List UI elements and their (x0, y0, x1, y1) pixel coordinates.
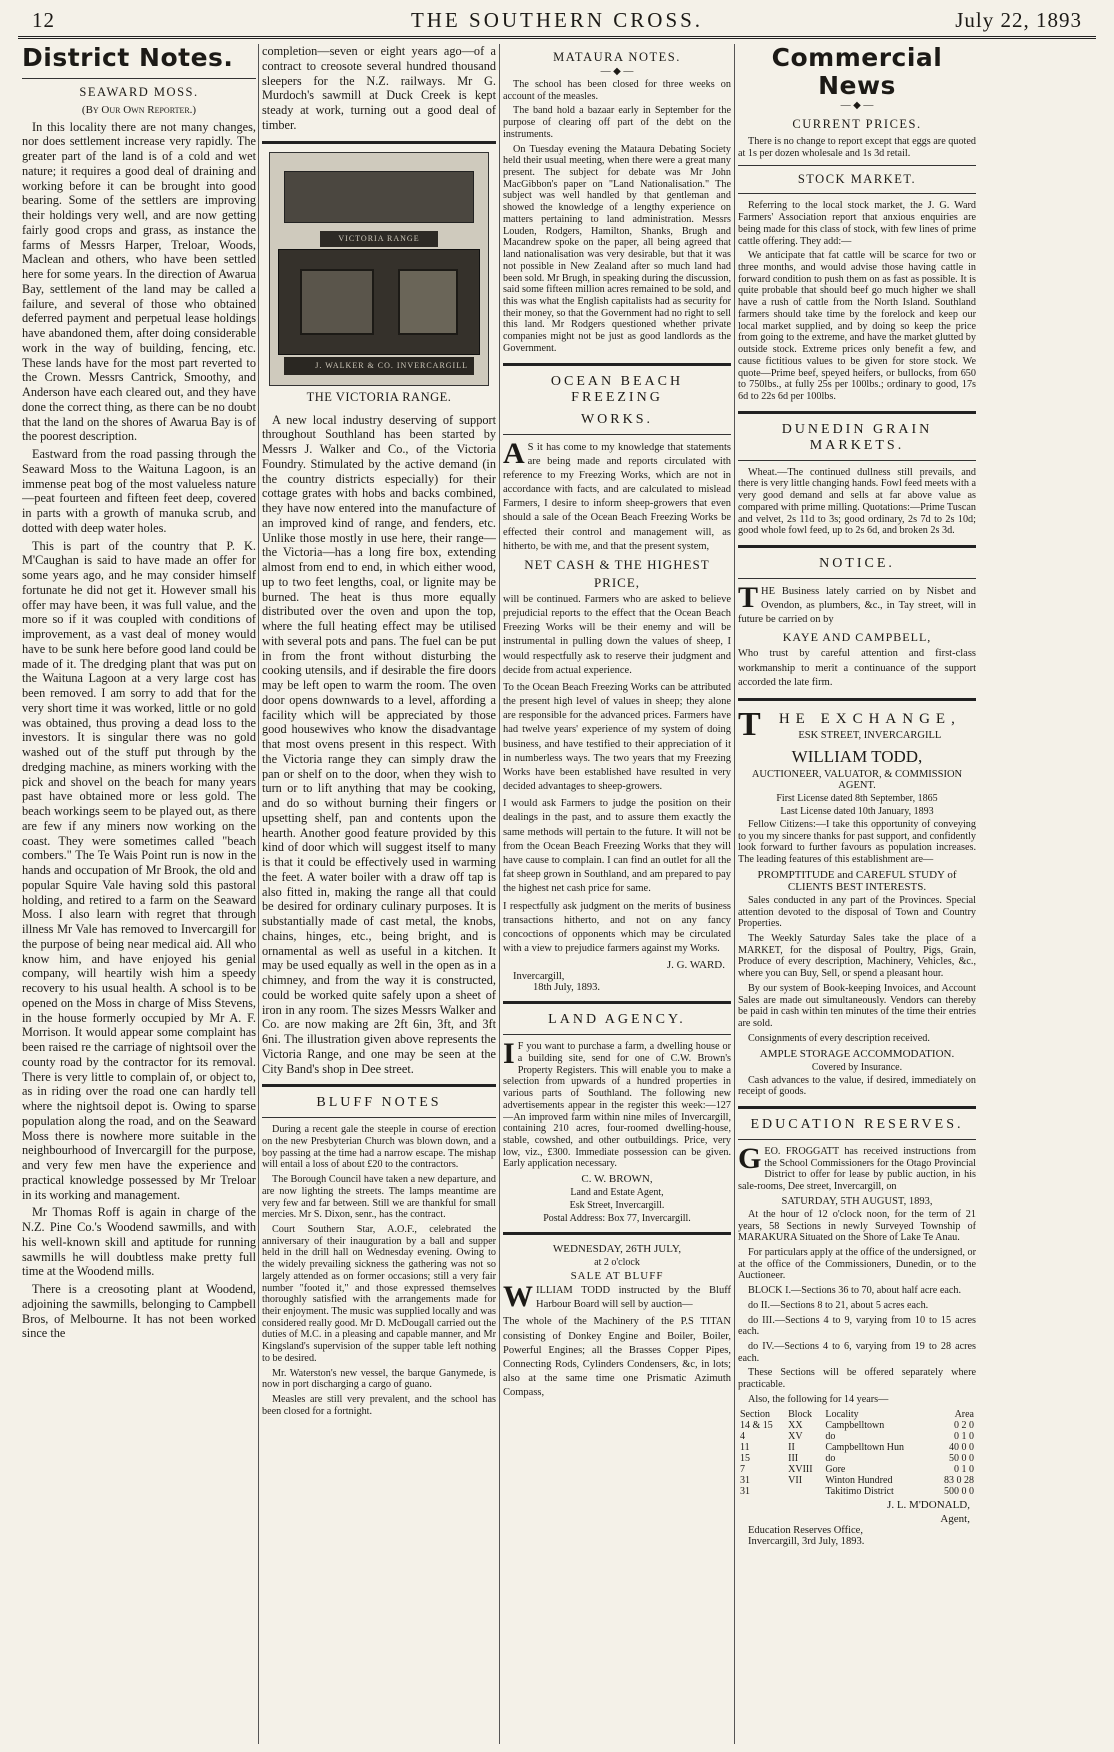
table-cell: 0 1 0 (954, 1430, 974, 1442)
bluff-paragraph: Measles are still very prevalent, and the school has been closed for a fortnight. (262, 1394, 496, 1417)
mataura-notes-heading: MATAURA NOTES. (553, 50, 681, 64)
ornament: — ◆ — (600, 66, 634, 77)
divider (503, 434, 731, 435)
advert-text: Covered by Insurance. (811, 1061, 903, 1073)
table-row (738, 1420, 976, 1431)
drop-cap: A (503, 436, 525, 470)
table-row (738, 1464, 976, 1475)
advert-text: The whole of the Machinery of the P.S TITAN consisting of Donkey Engine and Boiler, Boiler, Powerful Engines; all the Brasses Copper Pipes, Connecting Rods, Cylinders Condensers, &c, in lots; also at the same time one Prismatic Azimuth Compass, (503, 1316, 731, 1399)
advert-signature: C. W. BROWN, (581, 1173, 653, 1186)
column-rule (258, 44, 259, 1744)
current-prices-heading: CURRENT PRICES. (792, 117, 922, 131)
advert-text: EO. FROGGATT has received instructions from the School Commissioners for the Otago Provincial District to offer for lease by public auction, in his sale-rooms, Dee street, Invercargill, on (738, 1145, 976, 1193)
advert-emphasis: AMPLE STORAGE ACCOMMODATION. (759, 1047, 955, 1060)
todd-license: First License dated 8th September, 1865 (776, 793, 938, 804)
drop-cap: T (738, 709, 761, 743)
advert-place: Invercargill, (513, 971, 565, 983)
block-line: do II.—Sections 8 to 21, about 5 acres each. (748, 1299, 929, 1311)
issue-date: July 22, 1893 (955, 8, 1082, 32)
table-cell: do (825, 1452, 836, 1464)
divider (738, 165, 976, 166)
block-line: do IV.—Sections 4 to 6, varying from 19 to 28 acres each. (738, 1341, 976, 1364)
table-cell: Winton Hundred (825, 1474, 893, 1486)
sale-place: SALE AT BLUFF (570, 1270, 664, 1283)
advert-text: ILLIAM TODD instructed by the Bluff Harbour Board will sell by auction— (536, 1285, 731, 1311)
divider (503, 363, 731, 366)
commercial-news-heading: Commercial News (771, 44, 943, 100)
advert-text: Cash advances to the value, if desired, immediately on receipt of goods. (738, 1074, 976, 1098)
column-district-notes (22, 44, 256, 1744)
advert-signature: J. L. M'DONALD, (887, 1498, 970, 1511)
divider (738, 1106, 976, 1109)
article-paragraph: There is no change to report except that eggs are quoted at 1s per dozen wholesale and 1s 3d retail. (738, 136, 976, 159)
bluff-paragraph: The Borough Council have taken a new departure, and are now lighting the streets. The lamps meantime are very few and far between. Still we are thankful for small mercies. Mr S. Dixon, senr., has the contract. (262, 1174, 496, 1221)
column-rule (499, 44, 500, 1744)
divider (22, 78, 256, 79)
table-cell: 31 (740, 1474, 750, 1486)
table-cell: XVIII (788, 1463, 813, 1475)
land-agency-heading: LAND AGENCY. (548, 1012, 686, 1028)
advert-date: 18th July, 1893. (533, 982, 600, 994)
drop-cap: G (738, 1141, 762, 1175)
divider (738, 698, 976, 701)
divider (738, 578, 976, 579)
district-notes-heading: District Notes. (22, 44, 234, 72)
table-header: Locality (825, 1408, 859, 1420)
table-header: Section (740, 1408, 770, 1420)
article-paragraph: completion—seven or eight years ago—of a contract to creosote several hundred thousand sleepers for the N.Z. railways. Mr G. Murdoch's sawmill at Duck Creek is kept steady at work, turning out a good deal of timber. (262, 44, 496, 132)
advert-text: Consignments of every description received. (748, 1032, 930, 1044)
divider (738, 545, 976, 548)
sale-date: WEDNESDAY, 26TH JULY, (552, 1243, 682, 1256)
advert-text: will be continued. Farmers who are asked to believe prejudicial reports to the effect that the Ocean Beach Freezing Works will be their enemy and will be instrumental in pulling down the values of sheep, I would respectfully ask to reserve their judgment and decide from actual experience. (503, 593, 731, 676)
notice-heading: NOTICE. (819, 555, 895, 571)
table-cell: Gore (825, 1463, 846, 1475)
table-row (738, 1431, 976, 1442)
advert-text: Who trust by careful attention and first-class workmanship to merit a continuance of the support accorded the late firm. (738, 648, 976, 688)
byline: (By Our Own Reporter.) (81, 103, 197, 116)
advert-text: I would ask Farmers to judge the position on their dealings in the past, and to assure them exactly the same methods will pertain to the future. It will not be from the Ocean Beach Freezing Works that they will have cause to complain. I can find an outlet for all the fat sheep grown in Southland, and am prepared to pay the highest net cash price for same. (503, 798, 731, 895)
advert-text: Fellow Citizens:—I take this opportunity of conveying to you my sincere thanks for past support, and confidently look forward to further favours as population increases. The leading features of this establishment are— (738, 819, 976, 866)
advert-text: F you want to purchase a farm, a dwelling house or a building site, send for one of C.W. Brown's Property Registers. This will enable you to make a selection from upwards of a hundred properties in various parts of Southland. The following new advertisements appear in the register this week:—127—An improved farm within nine miles of Invercargill, containing 210 acres, four-roomed dwelling-house, stable, cowshed, and other outbuildings. Price, very low, viz., £300. Immediate possession can be given. Early application necessary. (503, 1041, 731, 1170)
fire-box (398, 269, 458, 335)
table-cell (786, 1486, 823, 1497)
firm-name: KAYE AND CAMPBELL, (782, 630, 932, 645)
stock-market-heading: STOCK MARKET. (797, 172, 917, 187)
divider (262, 1117, 496, 1118)
reserves-table (738, 1409, 976, 1497)
table-header: Area (954, 1408, 974, 1420)
grain-markets-heading: DUNEDIN GRAIN MARKETS. (781, 421, 933, 453)
article-paragraph: Eastward from the road passing through the Seaward Moss to the Waituna Lagoon, is an immense peat bog of the most valueless nature—peat fourteen and fifteen feet deep, covered in parts with a growth of manuka scrub, and dotted with deep water holes. (22, 447, 256, 535)
bluff-notes-heading: BLUFF NOTES (316, 1095, 442, 1111)
bluff-paragraph: Court Southern Star, A.O.F., celebrated the anniversary of their inauguration by a ball and supper held in the drill hall on Wednesday evening. Owing to the widely prevailing sickness the gathering was not so largely attended as on former occasions; still a very fair number "footed it," and those expressed themselves thoroughly satisfied with the arrangements made for their enjoyment. The music was supplied locally and was considered really good. Mr D. McDougall carried out the duties of M.C. in a pleasing and capable manner, and Mr Kingsland's supervision of the supper table left nothing to be desired. (262, 1224, 496, 1364)
bluff-paragraph: Mr. Waterston's new vessel, the barque Ganymede, is now in port discharging a cargo of guano. (262, 1367, 496, 1391)
table-header: Block (788, 1408, 813, 1420)
newspaper-title: THE SOUTHERN CROSS. (410, 8, 704, 32)
column-rule (734, 44, 735, 1744)
advert-emphasis: NET CASH & THE HIGHEST (524, 556, 710, 572)
divider (738, 193, 976, 194)
table-row (738, 1475, 976, 1486)
divider (503, 1001, 731, 1004)
advert-text: To the Ocean Beach Freezing Works can be attributed the present high level of values in sheep; they alone are responsible for the advanced prices. Farmers have had twelve years' experience of my system of doing business, and have testified to their appreciation of it in numberless ways. The two years that my Freezing Works have been established have resulted in very decided advantages to sheep-growers. (503, 681, 731, 793)
table-cell: 50 0 0 (949, 1452, 974, 1464)
table-cell: 11 (740, 1441, 750, 1453)
mataura-paragraph: On Tuesday evening the Mataura Debating Society held their usual meeting, when there were a great many present. The subject for debate was Mr John MacGibbon's paper on "Land Nationalisation." The subject was well handled by that gentleman and showed the knowledge of a lengthy experience on matters pertaining to land administration. Messrs Louden, Rodgers, Hamilton, Shanks, Brugh and Macandrew spoke on the paper, all being agreed that land nationalisation was very desirable, but that it was not possible in New Zealand after so much land had been sold. Mr Brugh, in speaking during the discussion, said some fifteen million acres remained to be sold, and this was what the English capitalists had as security for their money, so that the Government had no right to sell this land. Mr Rodgers questioned whether private companies might not be just as good landlords as the Government. (503, 143, 731, 354)
masthead (18, 6, 1096, 39)
divider (503, 1034, 731, 1035)
article-paragraph: Wheat.—The continued dullness still prevails, and there is very little changing hands. Fowl feed meets with a very good demand and sells at far above value as compared with prime milling. Quotations:—Prime Tuscan and velvet, 2s 11d to 3s; good ordinary, 2s 7d to 2s 10d; good whole fowl feed, up to 2s 6d, and broken 2s 3d. (738, 466, 976, 537)
todd-role: AUCTIONEER, VALUATOR, & COMMISSION AGENT. (751, 769, 963, 791)
table-cell: 83 0 28 (944, 1474, 974, 1486)
article-paragraph: A new local industry deserving of support throughout Southland has been started by Messrs J. Walker and Co., of the Victoria Foundry. Stimulated by the active demand (in the country districts especially) for their cottage grates with hobs and backs combined, they have now entered into the manufacture of an improved kind of range, and fenders, etc. Unlike those mostly in use here, their range—the Victoria—has a long fire box, extending almost from end to end, in which either wood, up to two feet lengths, coal, or lignite may be burned. The heat is thus more equally distributed over the oven and upon the top, where the full heating effect may be utilised with several pots and pans. The fuel can be put in from the front without disturbing the cooking utensils, and if desirable the fire doors may be left open to warm the room. The oven door opens downwards to a level, affording a facility which will be appreciated by those good housewives who know the disadvantage that most ovens present in this respect. With the Victoria range they can simply draw the pan or shelf on to the door, when they wish to turn or to lift anything that may be cooking, and do so without burning their fingers or upsetting shelf, pan and contents upon the hearth. Another good feature provided by this kind of door which will suggest itself to many is that it could be effectively used in warming the feet. A water boiler with a draw off tap is also fitted in, making the range all that could be desired for ordinary culinary purposes. It is substantially made of cast metal, the knobs, chains, hinges, etc., being bright, and is ornamental as well as useful in a kitchen. It may be used equally as well in the open as in a chimney, and from the way it is constructed, could be worked quite safely upon a sheet of iron in any room. The sizes Messrs Walker and Co. are now making are 2ft 6in, 3ft, and 3ft 6ni. The illustration given above represents the Victoria Range, and one may be seen at the City Band's shop in Dee street. (262, 412, 496, 1076)
education-reserves-heading: EDUCATION RESERVES. (750, 1116, 964, 1132)
advert-signature: J. G. WARD. (666, 959, 725, 972)
table-header-row (738, 1409, 976, 1420)
article-paragraph: In this locality there are not many changes, nor does settlement increase very rapidly. The greater part of the land is of a cold and wet nature; it requires a good deal of draining and working before it can be brought into good bearing. Some of the settlers are improving their holdings very well, and are now getting fairly good crops and grass, as instance the farms of Messrs Harper, Treloar, Woods, Maclean and others, who have been settled here for some years. In the direction of Awarua Bay, settlement of the land may be called a failure, and several of those who obtained deferred payment and perpetual lease holdings have abandoned them, after doing considerable work in the way of building, fencing, etc. These lands have for the most part reverted to the Crown. Messrs Cantrick, Smoothy, and Anderson have each cleared out, and they have done the correct thing, as there can be no doubt that the land on the shores of Awarua Bay is of the poorest description. (22, 119, 256, 444)
bluff-paragraph: During a recent gale the steeple in course of erection on the new Presbyterian Church was blown down, and a boy passing at the time had a narrow escape. The mishap will entail a loss of about £20 to the contractors. (262, 1124, 496, 1171)
table-cell: 0 2 0 (954, 1419, 974, 1431)
mataura-paragraph: The school has been closed for three weeks on account of the measles. (503, 79, 731, 102)
divider (262, 141, 496, 144)
table-cell: II (788, 1441, 795, 1453)
ornament: — ◆ — (840, 100, 874, 111)
article-paragraph: This is part of the country that P. K. M'Caughan is said to have made an offer for some years ago, and he may consider himself fortunate he did not get it. However small his offer may have been, it was full value, and the more so if it was coupled with conditions of improvement, as a vast deal of money would have to be sunk here before good land could be made of it. The dredging plant that was put on the Waituna Lagoon at a very large cost has been removed. I am sorry to add that for the very short time it was worked, little or no gold was obtained, thus proving a dead loss to the investors. It is singular there was no gold washed out of the stuff put through by the dredging machine, as miners working with the pick and shovel on the beach for many years past have obtained more or less gold. The beach workings seem to be played out, as there are few if any miners now working on the coast. They were sometimes called "beach combers." The Te Wais Point run is now in the hands and occupation of Mr Brook, the old and popular Squire Vale having sold this pastoral holding, and retired to a farm on the Seaward Moss. I also learn with regret that through illness Mr Vale has removed to Invercargill for the purpose of being near medical aid. All who know him, and have enjoyed his genial company, will heartily wish him a speedy recovery to his usual health. A school is to be opened on the Moss in charge of Miss Stevens, in the house formerly occupied by Mr A. F. Morrison. It would appear some complaint has been raised re the carriage of nightsoil over the county road by the contractor for its removal. There is very little to complain of, or object to, as in riding over the road one can hardly tell where the nightsoil depot is. Owing to sparse population along the road, and on the Seaward Moss there is nowhere more suitable in the neighbourhood of Invercargill for the purpose, and very few men have the experience and practical knowledge possessed by Mr Treloar in its working and management. (22, 538, 256, 1202)
advert-text: The Weekly Saturday Sales take the place of a MARKET, for the disposal of Poultry, Pigs, Grain, Produce of every description, Machinery, Vehicles, &c., where you can Buy, Sell, or spend a pleasant hour. (738, 933, 976, 980)
ocean-beach-heading-1: OCEAN BEACH FREEZING (550, 373, 684, 405)
table-cell: Takitimo District (825, 1485, 894, 1497)
table-cell: VII (788, 1474, 803, 1486)
table-cell: 40 0 0 (949, 1441, 974, 1453)
column-commercial-news (738, 44, 976, 1744)
advert-emphasis: PRICE, (593, 574, 641, 590)
advert-date: Invercargill, 3rd July, 1893. (748, 1535, 865, 1547)
ocean-beach-heading-2: WORKS. (580, 411, 654, 427)
column-victoria-range (262, 44, 496, 1744)
range-nameplate: VICTORIA RANGE (320, 231, 438, 247)
block-line: BLOCK I.—Sections 36 to 70, about half acre each. (748, 1285, 962, 1297)
table-cell: do (825, 1430, 836, 1442)
page-number: 12 (32, 8, 55, 32)
advert-text: HE Business lately carried on by Nisbet and Ovendon, as plumbers, &c., in Tay street, will in future be carried on by (738, 585, 976, 626)
seaward-moss-heading: SEAWARD MOSS. (79, 84, 199, 99)
advert-text: At the hour of 12 o'clock noon, for the term of 21 years, 58 Sections in newly Surveyed Township of MARAKURA Situated on the Shore of Lake Te Anau. (738, 1208, 976, 1244)
exchange-title: HE EXCHANGE, (778, 711, 961, 727)
advert-text: By our system of Book-keeping Invoices, and Account Sales are made out simultaneously. Vendors can thereby be paid in cash within ten minutes of the time their entries are sold. (738, 982, 976, 1030)
advert-text: For particulars apply at the office of the undersigned, or at the office of the Commissioners, Dunedin, or to the Auctioneer. (738, 1246, 976, 1282)
table-cell: Campbelltown (825, 1419, 885, 1431)
table-cell: XX (788, 1419, 803, 1431)
divider (262, 1084, 496, 1087)
range-backplate (284, 171, 474, 223)
advert-address: Esk Street, Invercargill. (569, 1200, 665, 1212)
advert-text: S it has come to my knowledge that statements are being made and reports circulated with reference to my Freezing Works, which are not in accordance with facts, and are calculated to mislead Farmers, I desire to inform sheep-growers that even should a sale of the Ocean Beach Freezing Works be effected their control and management will, as hitherto, be with me, and that the present system, (503, 441, 731, 552)
column-mataura-ocean (503, 44, 731, 1744)
advert-text: I respectfully ask judgment on the merits of business transactions hitherto, and not on any fancy concoctions of opponents which may be circulated with a view to prejudice farmers against my Works. (503, 900, 731, 955)
mataura-paragraph: The band hold a bazaar early in September for the purpose of clearing off part of the debt on the instruments. (503, 105, 731, 140)
table-row (738, 1453, 976, 1464)
auction-date: SATURDAY, 5TH AUGUST, 1893, (781, 1195, 933, 1207)
table-cell: 500 0 0 (944, 1485, 974, 1497)
advert-text: Sales conducted in any part of the Provinces. Special attention devoted to the disposal of Town and Country Properties. (738, 894, 976, 930)
table-row (738, 1486, 976, 1497)
victoria-range-illustration (269, 152, 489, 386)
block-line: do III.—Sections 4 to 9, varying from 10 to 15 acres each. (738, 1314, 976, 1338)
article-paragraph: We anticipate that fat cattle will be scarce for two or three months, and would advise those having cattle in forward condition to push them on as fast as possible. It is quite probable that should beef go much higher we shall have a rush of cattle from the North Island. Southland farmers should take time by the forelock and keep our local market supplied, and by doing so keep the price from going to the extreme, and have the market glutted by outside stock. Extreme prices only benefit a few, and cause fictitious values to be given for store stock. We quote—Prime beef, speyed heifers, or bullocks, from 650 to 750lbs., at fully 25s per 100lbs.; ordinary to good, 17s 6d to 22s 6d per 100lbs. (738, 250, 976, 402)
advert-office: Education Reserves Office, (748, 1524, 863, 1536)
table-row (738, 1442, 976, 1453)
article-paragraph: There is a creosoting plant at Woodend, adjoining the sawmills, belonging to Campbell Bros, of Melbourne. It has not been worked since the (22, 1282, 256, 1341)
divider (738, 1139, 976, 1140)
table-cell: 31 (740, 1485, 750, 1497)
exchange-street: ESK STREET, INVERCARGILL (798, 730, 942, 741)
divider (738, 460, 976, 461)
sale-time: at 2 o'clock (594, 1257, 640, 1269)
advert-emphasis: PROMPTITUDE and CAREFUL STUDY of CLIENTS BEST INTERESTS. (757, 868, 957, 893)
ocean-beach-advert (503, 436, 731, 994)
table-cell: XV (788, 1430, 803, 1442)
drop-cap: T (738, 580, 759, 614)
todd-name: WILLIAM TODD, (791, 747, 923, 766)
advert-text: Also, the following for 14 years— (748, 1393, 889, 1405)
drop-cap: W (503, 1280, 533, 1314)
table-cell: III (788, 1452, 799, 1464)
table-cell: 14 & 15 (740, 1419, 773, 1431)
article-paragraph: Mr Thomas Roff is again in charge of the N.Z. Pine Co.'s Woodend sawmills, and with his well-known skill and aptitude for running sawmills he will doubtless make pretty full time at the Woodend mills. (22, 1205, 256, 1279)
figure-caption: THE VICTORIA RANGE. (306, 389, 452, 404)
advert-role: Agent, (940, 1512, 970, 1525)
divider (738, 411, 976, 414)
oven-door (300, 269, 374, 335)
advert-postal: Postal Address: Box 77, Invercargill. (543, 1213, 691, 1225)
table-cell: 15 (740, 1452, 750, 1464)
table-cell: 0 1 0 (954, 1463, 974, 1475)
article-paragraph: Referring to the local stock market, the J. G. Ward Farmers' Association report that anxious enquiries are being made for this class of stock, with few lines of prime cattle offering. They add:— (738, 200, 976, 247)
drop-cap: I (503, 1037, 515, 1071)
divider (503, 1232, 731, 1235)
table-cell: 4 (740, 1430, 745, 1442)
advert-text: These Sections will be offered separately where practicable. (738, 1367, 976, 1391)
advert-role: Land and Estate Agent, (570, 1187, 664, 1199)
table-cell: 7 (740, 1463, 745, 1475)
range-maker-plate: J. WALKER & CO. INVERCARGILL (284, 357, 474, 375)
table-cell: Campbelltown Hun (825, 1441, 904, 1453)
todd-license: Last License dated 10th January, 1893 (780, 806, 934, 817)
